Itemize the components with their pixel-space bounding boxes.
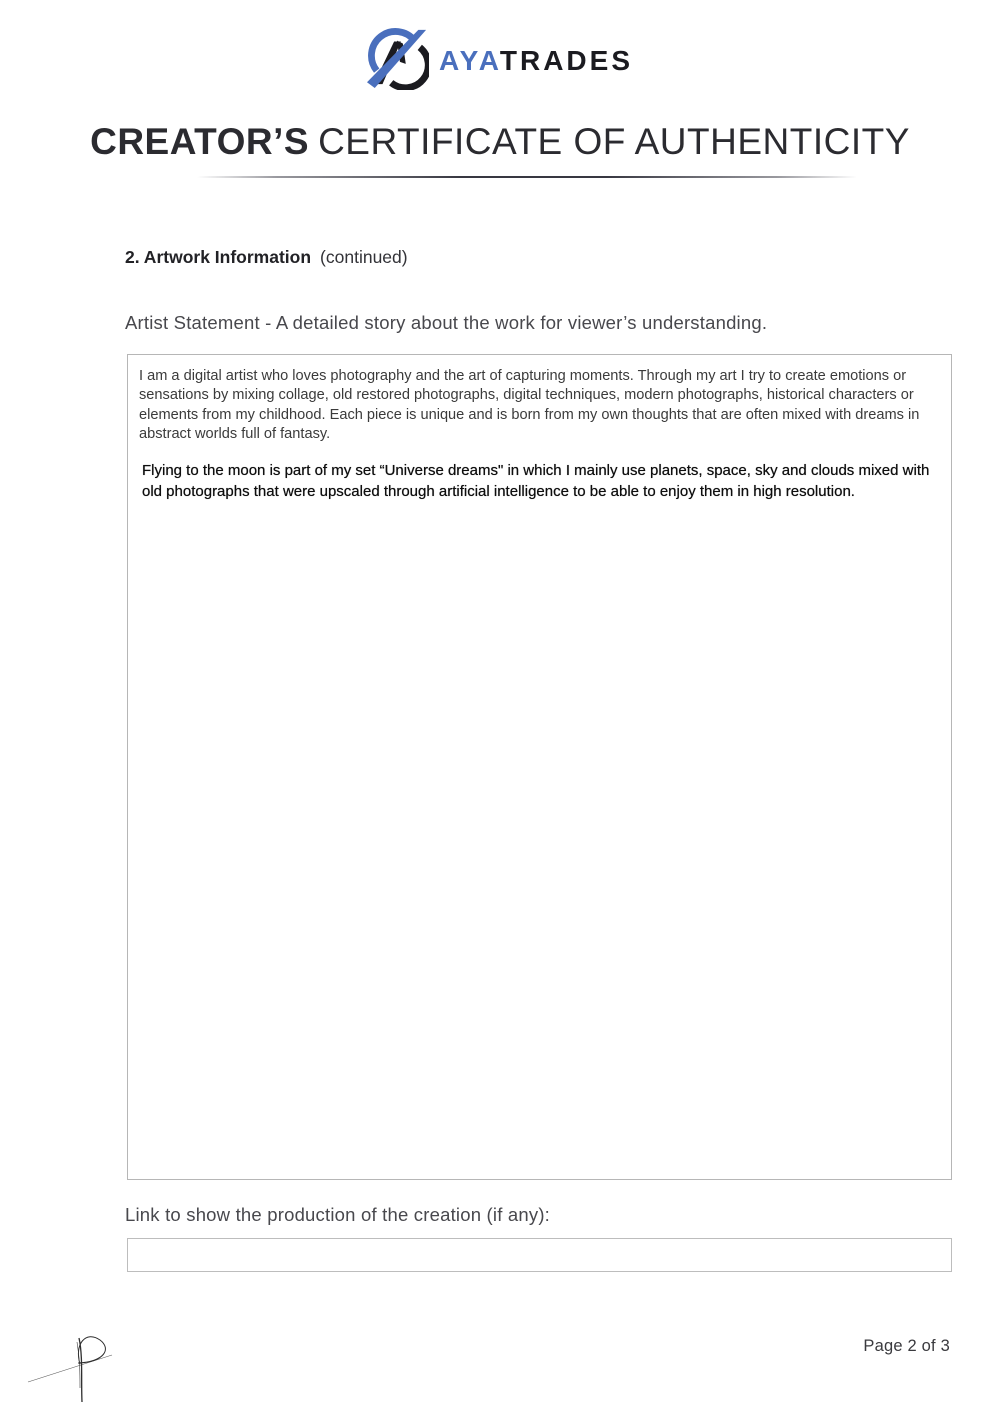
title-underline [197, 176, 857, 178]
artist-statement-paragraph: I am a digital artist who loves photography and the art of capturing moments. Through my art I try to create emotions or sensations by mixing collage, old restored photographs, digital techniques, modern photographs, historical characters or elements from my childhood. Each piece is unique and is born from my own thoughts that are often mixed with dreams in abstract worlds full of fantasy. [139, 368, 920, 443]
section-heading-continued: (continued) [320, 247, 408, 267]
signature-mark [16, 1322, 120, 1408]
production-link-label: Link to show the production of the creation (if any): [125, 1204, 551, 1225]
brand-wordmark [439, 39, 633, 77]
page-title [0, 121, 1000, 163]
page-title-bold: CREATOR’S [90, 121, 310, 162]
brand-header [0, 26, 1000, 90]
page-number: Page 2 of 3 [863, 1337, 950, 1355]
production-link-input[interactable] [127, 1238, 952, 1272]
section-heading [125, 247, 408, 268]
brand-wordmark-primary: AYA [438, 45, 500, 76]
ayatrades-logo-icon [367, 26, 429, 90]
artist-statement-paragraph: Flying to the moon is part of my set “Universe dreams" in which I mainly use planets, space, sky and clouds mixed with old photographs that were upscaled through artificial intelligence to be able to enjoy them in high resolution. [142, 461, 930, 500]
artist-statement-label: Artist Statement - A detailed story about the work for viewer’s understanding. [125, 312, 768, 333]
section-heading-number: 2. Artwork Information [125, 247, 312, 267]
artist-statement-field[interactable] [127, 354, 952, 1180]
page-title-light: CERTIFICATE OF AUTHENTICITY [318, 121, 910, 162]
brand-wordmark-secondary: TRADES [499, 45, 634, 76]
